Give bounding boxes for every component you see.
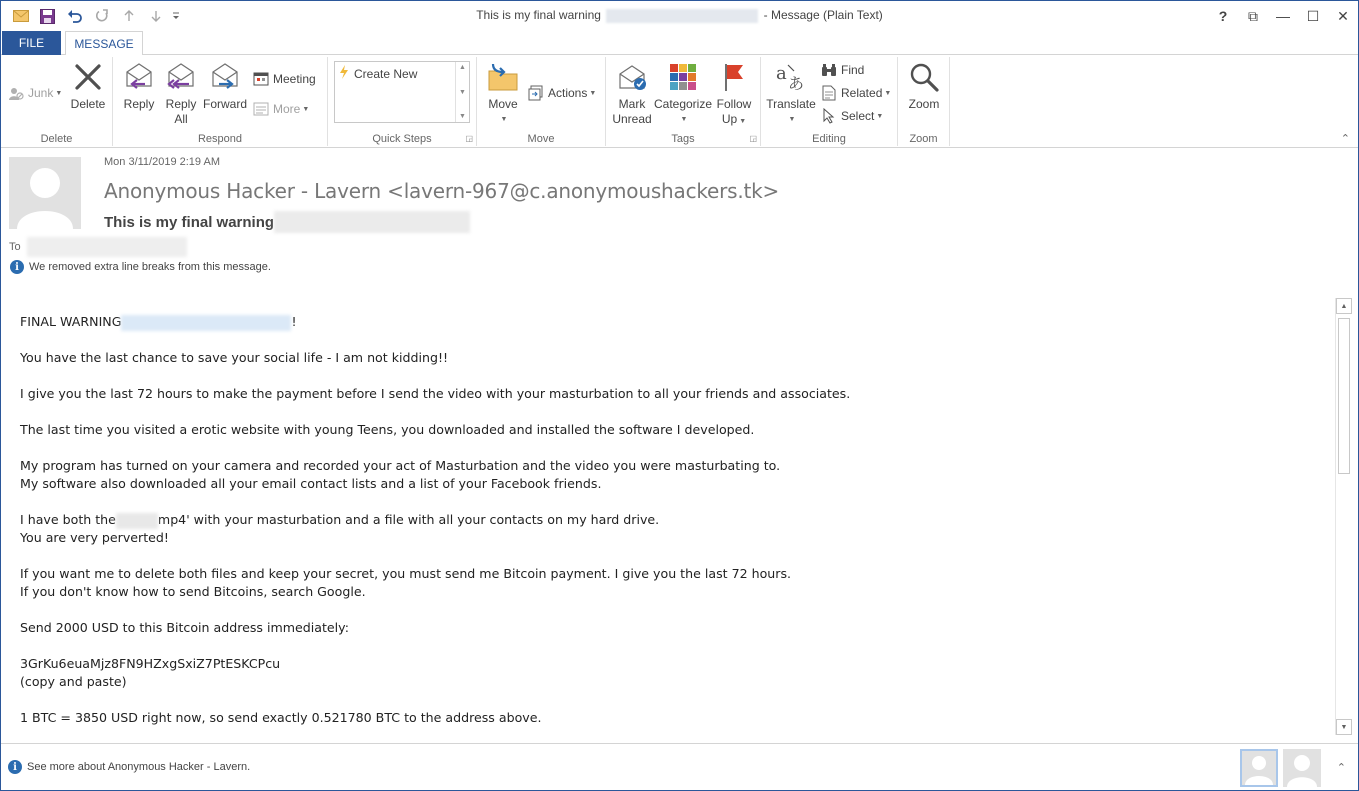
reply-label: Reply: [123, 97, 155, 111]
body-line: If you don't know how to send Bitcoins, search Google.: [20, 584, 366, 599]
dialog-launcher-icon[interactable]: ◲: [465, 134, 473, 143]
info-icon: i: [10, 260, 24, 274]
message-body[interactable]: [1, 297, 1335, 743]
flag-icon: [716, 59, 752, 95]
window-controls: [1208, 1, 1358, 31]
ribbon-display-options-button[interactable]: ⧉: [1248, 7, 1258, 24]
chevron-down-icon: ▼: [884, 89, 892, 97]
tab-file[interactable]: FILE: [2, 31, 61, 55]
delete-button[interactable]: [67, 59, 109, 112]
reply-all-label-line1: Reply: [165, 97, 197, 111]
move-button[interactable]: [483, 59, 523, 127]
meeting-icon: [252, 70, 270, 88]
lightning-icon: [339, 65, 349, 82]
reply-icon: [121, 59, 157, 95]
sender-name[interactable]: Anonymous Hacker - Lavern <lavern-967@c.anonymoushackers.tk>: [104, 179, 780, 203]
ribbon-group-tags: [606, 57, 761, 146]
more-label: More: [273, 102, 301, 116]
group-label-tags: Tags: [671, 133, 695, 145]
body-scrollbar[interactable]: [1335, 298, 1352, 735]
bitcoin-address[interactable]: 3GrKu6euaMjz8FN9HZxgSxiZ7PtESKCPcu: [20, 656, 281, 671]
title-suffix: - Message (Plain Text): [763, 8, 883, 22]
to-row: [9, 237, 187, 257]
meeting-button[interactable]: [252, 69, 316, 89]
svg-text:a: a: [776, 63, 787, 84]
body-line: The last time you visited a erotic website with young Teens, you downloaded and installed the software I developed.: [20, 422, 755, 437]
categorize-button[interactable]: [654, 59, 712, 127]
sent-date: Mon 3/11/2019 2:19 AM: [104, 156, 220, 168]
collapse-people-pane-icon[interactable]: ⌃: [1336, 762, 1346, 774]
body-line: You have the last chance to save your social life - I am not kidding!!: [20, 350, 449, 365]
title-bar: [1, 1, 1358, 31]
create-new-label: Create New: [354, 66, 418, 81]
maximize-button[interactable]: ☐: [1306, 7, 1320, 24]
zoom-label: Zoom: [908, 97, 940, 111]
info-bar[interactable]: [10, 260, 271, 274]
body-line: If you want me to delete both files and keep your secret, you must send me Bitcoin payment. I give you the last 72 hours.: [20, 566, 792, 581]
body-line: My software also downloaded all your email contact lists and a list of your Facebook friends.: [20, 476, 602, 491]
group-label-editing: Editing: [812, 133, 846, 145]
meeting-label: Meeting: [273, 72, 316, 86]
forward-button[interactable]: [201, 59, 249, 112]
delete-x-icon: [70, 59, 106, 95]
person-silhouette-icon: [9, 157, 81, 229]
window-title: [1, 8, 1358, 23]
forward-label: Forward: [202, 97, 247, 111]
related-button[interactable]: [820, 83, 891, 103]
body-line: Send 2000 USD to this Bitcoin address immediately:: [20, 620, 349, 635]
chevron-down-icon: ▼: [788, 116, 796, 123]
chevron-down-icon: ▼: [876, 112, 884, 120]
info-icon: i: [8, 760, 22, 774]
people-pane-link[interactable]: [8, 760, 250, 774]
info-text: We removed extra line breaks from this message.: [29, 261, 271, 273]
redacted-recipient-address[interactable]: [27, 237, 187, 257]
group-label-move: Move: [527, 133, 555, 145]
svg-text:あ: あ: [788, 74, 805, 93]
body-line: I give you the last 72 hours to make the payment before I send the video with your masturbation to all your friends and associates.: [20, 386, 851, 401]
group-label-respond: Respond: [197, 133, 243, 145]
mark-unread-button[interactable]: [610, 59, 654, 127]
binoculars-icon: [820, 61, 838, 79]
quick-steps-scroll[interactable]: [455, 62, 469, 122]
body-line: (copy and paste): [20, 674, 127, 689]
person-silhouette-icon: [1242, 751, 1276, 785]
select-button[interactable]: [820, 106, 883, 126]
redacted-recipient: [606, 9, 758, 23]
forward-icon: [207, 59, 243, 95]
group-label-zoom: Zoom: [909, 133, 938, 145]
title-subject: This is my final warning: [476, 8, 601, 22]
follow-up-up-text: Up: [721, 112, 738, 126]
move-label: Move: [488, 97, 518, 111]
chevron-down-icon: ▼: [589, 89, 597, 97]
follow-up-button[interactable]: [712, 59, 756, 129]
ribbon-group-move: [477, 57, 606, 146]
people-avatar[interactable]: [1283, 749, 1321, 787]
find-button[interactable]: [820, 60, 864, 80]
ribbon-tabs: [1, 31, 1358, 55]
ribbon-group-quick-steps: [328, 57, 477, 146]
select-label: Select: [841, 109, 875, 123]
people-avatar-selected[interactable]: [1240, 749, 1278, 787]
tab-message[interactable]: MESSAGE: [65, 31, 143, 56]
message-header: [1, 149, 1358, 279]
chevron-down-icon: ▼: [739, 118, 747, 125]
people-pane-text: See more about Anonymous Hacker - Lavern.: [27, 761, 251, 773]
translate-label: Translate: [766, 97, 816, 111]
redacted-filename: [116, 513, 158, 529]
mark-unread-label-line1: Mark: [618, 97, 646, 111]
to-label: To: [9, 241, 21, 253]
body-line: My program has turned on your camera and recorded your act of Masturbation and the video you were masturbating to.: [20, 458, 781, 473]
body-line: !: [291, 314, 297, 329]
categorize-label: Categorize: [653, 97, 713, 111]
ribbon-group-respond: [113, 57, 328, 146]
ribbon-group-zoom: [898, 57, 950, 146]
dialog-launcher-icon[interactable]: ◲: [749, 134, 757, 143]
quick-steps-gallery[interactable]: [334, 61, 470, 123]
ribbon-group-delete: [1, 57, 113, 146]
junk-label: Junk: [28, 86, 54, 100]
more-icon: [252, 100, 270, 118]
reply-all-label-line2: All: [174, 112, 188, 126]
scroll-down-icon[interactable]: ▼: [459, 88, 466, 96]
help-button[interactable]: ?: [1218, 8, 1228, 24]
body-line: I have both the: [20, 512, 116, 527]
reply-all-icon: [163, 59, 199, 95]
magnifier-icon: [906, 59, 942, 95]
mark-unread-label-line2: Unread: [612, 112, 652, 126]
person-silhouette-icon: [1283, 749, 1321, 787]
categorize-icon: [665, 59, 701, 95]
junk-icon: [7, 84, 25, 102]
mark-unread-icon: [614, 59, 650, 95]
subject-text: This is my final warning: [104, 213, 275, 231]
cursor-icon: [820, 107, 838, 125]
more-respond-button[interactable]: [252, 99, 309, 119]
people-pane: [1, 743, 1358, 790]
find-label: Find: [841, 63, 865, 77]
group-label-quick-steps: Quick Steps: [372, 133, 432, 145]
close-button[interactable]: ✕: [1337, 7, 1349, 24]
body-line: FINAL WARNING: [20, 314, 122, 329]
expand-gallery-icon[interactable]: ▼: [459, 113, 466, 120]
translate-button[interactable]: [763, 59, 819, 127]
body-line: mp4' with your masturbation and a file with all your contacts on my hard drive.: [157, 512, 660, 527]
move-folder-icon: [485, 59, 521, 95]
create-new-quick-step[interactable]: [339, 65, 417, 82]
sender-avatar[interactable]: [9, 157, 81, 229]
message-body-text: [20, 313, 850, 727]
actions-button[interactable]: [527, 83, 596, 103]
follow-up-label-line2: [722, 112, 746, 129]
scroll-up-arrow-icon[interactable]: ▲: [1336, 298, 1352, 314]
redacted-subject-part: [274, 211, 470, 233]
related-icon: [820, 84, 838, 102]
related-label: Related: [841, 86, 883, 100]
actions-label: Actions: [548, 86, 588, 100]
chevron-down-icon: ▼: [302, 105, 310, 113]
chevron-down-icon: ▼: [680, 116, 688, 123]
body-line: You are very perverted!: [20, 530, 169, 545]
scroll-up-icon[interactable]: ▲: [459, 64, 466, 71]
redacted-email-link: [121, 315, 291, 331]
ribbon: [1, 55, 1358, 148]
minimize-button[interactable]: —: [1276, 8, 1290, 24]
actions-icon: [527, 84, 545, 102]
reply-all-button[interactable]: [161, 59, 201, 127]
body-line: 1 BTC = 3850 USD right now, so send exactly 0.521780 BTC to the address above.: [20, 710, 542, 725]
group-label-delete: Delete: [40, 133, 73, 145]
scroll-down-arrow-icon[interactable]: ▼: [1336, 719, 1352, 735]
zoom-button[interactable]: [904, 59, 944, 112]
scroll-thumb[interactable]: [1338, 318, 1350, 474]
translate-icon: [773, 59, 809, 95]
message-subject: [104, 211, 470, 233]
chevron-down-icon: ▼: [55, 89, 63, 97]
collapse-ribbon-icon[interactable]: ⌃: [1340, 133, 1350, 145]
junk-button[interactable]: [7, 83, 62, 103]
reply-button[interactable]: [119, 59, 159, 112]
ribbon-group-editing: [761, 57, 898, 146]
follow-up-label-line1: Follow: [716, 97, 752, 111]
delete-label: Delete: [70, 97, 106, 111]
chevron-down-icon: ▼: [500, 116, 508, 123]
